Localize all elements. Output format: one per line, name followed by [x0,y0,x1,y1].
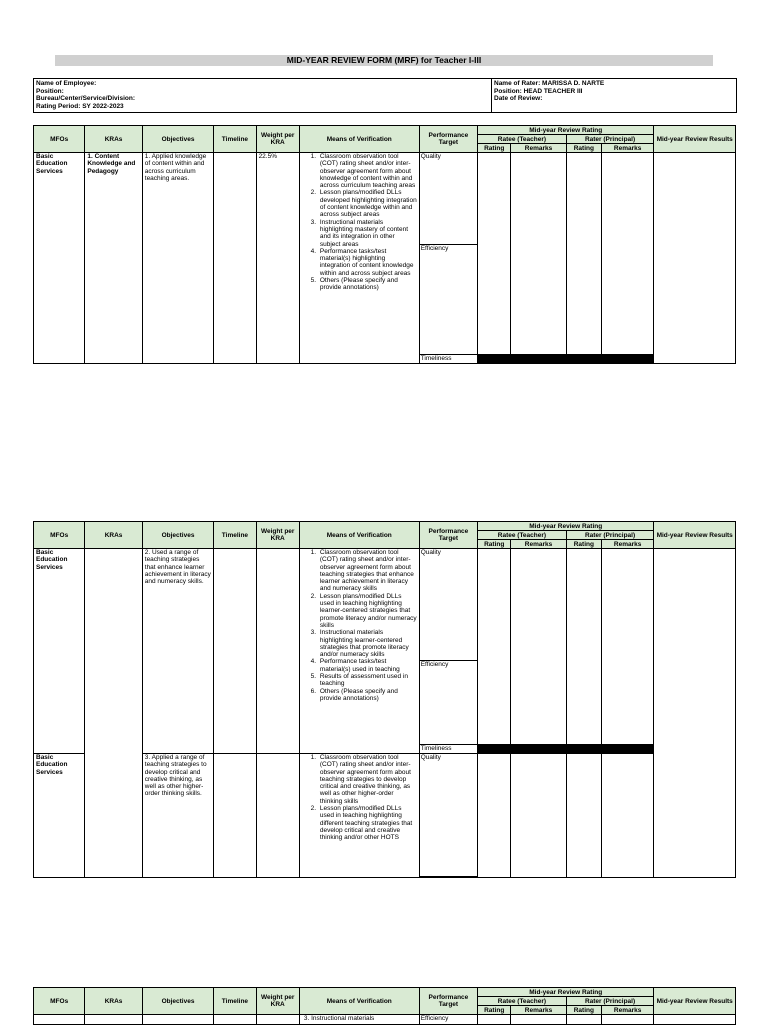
mov-item: 1. Classroom observation tool (COT) rating sheet and/or inter-observer agreement form about teaching strategies to develop critical and creative thinking, as well as other higher-order thinking skills [318,754,417,805]
mov-cell: 3. Instructional materials [299,1015,419,1025]
mov-item: 4. Performance tasks/test material(s) used in teaching [318,658,417,673]
ratee-remarks-cell[interactable] [511,153,566,355]
rater-header: Rater (Principal) [566,531,654,540]
ratee-remarks-cell[interactable] [511,549,566,745]
ratee-rating-header: Rating [478,540,511,549]
timeline-header: Timeline [214,126,256,153]
rater-info [492,79,738,112]
timeline-header: Timeline [214,988,256,1015]
results-cell[interactable] [654,549,736,878]
form-title: MID-YEAR REVIEW FORM (MRF) for Teacher I-III [55,55,713,66]
ratee-rating-cell[interactable] [478,1015,511,1025]
employee-info-box [33,78,737,113]
kra-cell [85,1015,142,1025]
mfo-cell: Basic Education Services [34,549,85,754]
timeliness-target: Timeliness [419,745,477,754]
mid-year-rating-header: Mid-year Review Rating [478,126,654,135]
mov-item: 5. Others (Please specify and provide annotations) [318,277,417,292]
mfo-cell: Basic Education Services [34,153,85,364]
timeliness-blackout [566,745,601,754]
ratee-rating-header: Rating [478,1006,511,1015]
rater-header: Rater (Principal) [566,997,654,1006]
weight-header: Weight per KRA [256,988,299,1015]
review-table-3 [33,987,736,1025]
rater-name-label: Name of Rater: MARISSA D. NARTE [494,80,605,87]
timeline-header: Timeline [214,522,256,549]
ratee-remarks-header: Remarks [511,1006,566,1015]
ratee-remarks-header: Remarks [511,540,566,549]
timeliness-target: Timeliness [419,355,477,364]
rater-rating-header: Rating [566,1006,601,1015]
mov-header: Means of Verification [299,126,419,153]
weight-cell [256,1015,299,1025]
ratee-rating-cell[interactable] [478,754,511,878]
objectives-header: Objectives [142,522,214,549]
review-table-1 [33,125,736,364]
performance-target-header: Performance Target [419,126,477,153]
results-header: Mid-year Review Results [654,522,736,549]
mid-year-rating-header: Mid-year Review Rating [478,522,654,531]
quality-target: Quality [419,549,477,661]
bureau-label: Bureau/Center/Service/Division: [36,95,135,103]
results-cell[interactable] [654,153,736,364]
objective-cell: 1. Applied knowledge of content within and across curriculum teaching areas. [142,153,214,364]
weight-cell [256,549,299,754]
review-table-2 [33,521,736,878]
mfos-header: MFOs [34,988,85,1015]
objectives-header: Objectives [142,126,214,153]
employee-info [34,79,492,112]
ratee-rating-cell[interactable] [478,549,511,745]
rater-remarks-cell[interactable] [601,754,653,878]
kra-cell [85,549,142,878]
rater-rating-cell[interactable] [566,153,601,355]
weight-cell: 22.5% [256,153,299,364]
rater-remarks-cell[interactable] [601,549,653,745]
mov-item: 1. Classroom observation tool (COT) rating sheet and/or inter-observer agreement form about knowledge of content within and across curriculum teaching areas [318,153,417,189]
ratee-header: Ratee (Teacher) [478,997,567,1006]
rating-period-label: Rating Period: SY 2022-2023 [36,102,124,110]
performance-target-header: Performance Target [419,522,477,549]
mov-item: 5. Results of assessment used in teaching [318,673,417,688]
review-date-label: Date of Review: [494,95,543,103]
quality-target: Quality [419,153,477,245]
mid-year-rating-header: Mid-year Review Rating [478,988,654,997]
kras-header: KRAs [85,126,142,153]
mfos-header: MFOs [34,126,85,153]
rater-rating-header: Rating [566,144,601,153]
timeliness-blackout [511,745,566,754]
mov-cell [299,754,419,878]
rater-header: Rater (Principal) [566,135,654,144]
rater-remarks-header: Remarks [601,1006,653,1015]
mov-item: 3. Instructional materials highlighting learner-centered strategies that promote literacy and/or numeracy skills [318,629,417,658]
quality-target-spacer [419,877,477,878]
rater-remarks-header: Remarks [601,540,653,549]
results-cell[interactable] [654,1015,736,1025]
ratee-remarks-cell[interactable] [511,1015,566,1025]
timeline-cell [214,153,256,364]
ratee-header: Ratee (Teacher) [478,135,567,144]
timeliness-blackout [566,355,601,364]
ratee-rating-header: Rating [478,144,511,153]
weight-header: Weight per KRA [256,126,299,153]
timeliness-blackout [478,745,511,754]
mov-item: 3. Instructional materials highlighting mastery of content and its integration in other subject areas [318,219,417,248]
mov-item: 6. Others (Please specify and provide annotations) [318,688,417,703]
performance-target-header: Performance Target [419,988,477,1015]
weight-cell [256,754,299,878]
employee-position-label: Position: [36,87,64,95]
employee-name-label: Name of Employee: [36,80,97,87]
ratee-remarks-cell[interactable] [511,754,566,878]
timeliness-blackout [601,745,653,754]
rater-rating-header: Rating [566,540,601,549]
objective-cell: 2. Used a range of teaching strategies that enhance learner achievement in literacy and numeracy skills. [142,549,214,754]
mov-item: 2. Lesson plans/modified DLLs developed highlighting integration of content knowledge within and across subject areas [318,189,417,218]
rater-remarks-cell[interactable] [601,153,653,355]
mov-item: 1. Classroom observation tool (COT) rating sheet and/or inter-observer agreement form about teaching strategies that enhance learner achievement in literacy and numeracy skills [318,549,417,593]
mov-header: Means of Verification [299,522,419,549]
results-header: Mid-year Review Results [654,988,736,1015]
mov-item: 2. Lesson plans/modified DLLs used in teaching highlighting learner-centered strategies that promote literacy and/or numeracy skills [318,593,417,629]
mov-item: 4. Performance tasks/test material(s) highlighting integration of content knowledge within and across subject areas [318,248,417,277]
mfos-header: MFOs [34,522,85,549]
rater-rating-cell[interactable] [566,1015,601,1025]
kras-header: KRAs [85,988,142,1015]
mov-item: 2. Lesson plans/modified DLLs used in teaching highlighting different teaching strategies that develop critical and creative thinking and/or other HOTS [318,805,417,841]
timeliness-blackout [511,355,566,364]
timeliness-blackout [478,355,511,364]
kras-header: KRAs [85,522,142,549]
rater-position-label: Position: HEAD TEACHER III [494,87,583,95]
rater-remarks-cell[interactable] [601,1015,653,1025]
ratee-rating-cell[interactable] [478,153,511,355]
efficiency-target: Efficiency [419,245,477,355]
mov-header: Means of Verification [299,988,419,1015]
rater-rating-cell[interactable] [566,754,601,878]
ratee-remarks-header: Remarks [511,144,566,153]
mfo-cell [34,1015,85,1025]
results-header: Mid-year Review Results [654,126,736,153]
mov-cell [299,549,419,754]
ratee-header: Ratee (Teacher) [478,531,567,540]
objective-cell: 3. Applied a range of teaching strategies to develop critical and creative thinking, as well as other higher-order thinking skills. [142,754,214,878]
weight-header: Weight per KRA [256,522,299,549]
timeliness-blackout [601,355,653,364]
quality-target: Quality [419,754,477,877]
efficiency-target: Efficiency [419,661,477,745]
timeline-cell [214,1015,256,1025]
efficiency-target: Efficiency [419,1015,477,1025]
mfo-cell: Basic Education Services [34,754,85,878]
timeline-cell [214,754,256,878]
rater-remarks-header: Remarks [601,144,653,153]
kra-cell: 1. Content Knowledge and Pedagogy [85,153,142,364]
objective-cell [142,1015,214,1025]
timeline-cell [214,549,256,754]
rater-rating-cell[interactable] [566,549,601,745]
mov-cell [299,153,419,364]
objectives-header: Objectives [142,988,214,1015]
